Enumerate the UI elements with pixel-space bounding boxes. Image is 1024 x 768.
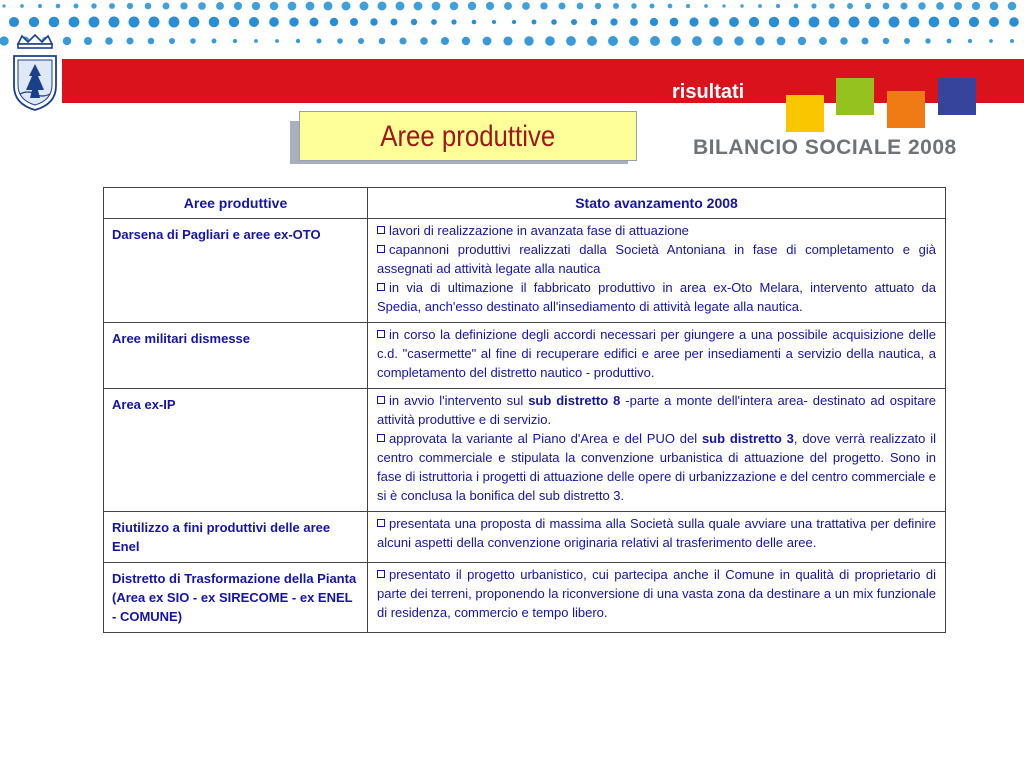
decorative-dot: [275, 39, 279, 43]
decorative-dot: [84, 37, 92, 45]
decorative-dot: [704, 4, 708, 8]
checkbox-bullet-icon: [377, 245, 385, 253]
decorative-dot: [889, 17, 900, 28]
decorative-dot: [73, 3, 78, 8]
table-row: [104, 563, 946, 633]
decorative-dot: [918, 2, 925, 9]
green-square: [836, 78, 874, 115]
decorative-dot: [38, 4, 42, 8]
decorative-dot: [9, 17, 19, 27]
decorative-dot: [692, 36, 702, 46]
decorative-dot: [798, 37, 806, 45]
decorative-dot: [591, 19, 598, 26]
decorative-dot: [909, 17, 920, 28]
decorative-dot: [2, 4, 5, 7]
decorative-dot: [399, 37, 406, 44]
yellow-square: [786, 95, 824, 132]
decorative-dot: [504, 2, 512, 10]
decorative-dot: [379, 38, 386, 45]
decorative-dot: [524, 36, 533, 45]
decorative-dot: [925, 38, 930, 43]
decorative-dot: [936, 2, 944, 10]
bullet-item: presentata una proposta di massima alla Società sulla quale avviare una trattativa per definire alcuni aspetti della convenzione originaria relativi al trasferimento delle aree.: [377, 516, 936, 550]
decorative-dot: [777, 37, 786, 46]
decorative-dot: [990, 2, 998, 10]
report-title: BILANCIO SOCIALE 2008: [693, 136, 957, 159]
decorative-dot: [306, 2, 315, 11]
decorative-dot: [587, 36, 597, 46]
decorative-dot: [289, 17, 298, 26]
decorative-dot: [370, 18, 378, 26]
decorative-dot: [180, 2, 187, 9]
decorative-dot: [595, 3, 601, 9]
decorative-dot: [849, 17, 860, 28]
decorative-dot: [989, 39, 993, 43]
decorative-dot: [883, 38, 889, 44]
decorative-dot: [269, 17, 279, 27]
table-header-row: [104, 188, 946, 219]
decorative-dot: [840, 37, 847, 44]
decorative-dot: [883, 3, 890, 10]
area-name: Darsena di Pagliari e aree ex-OTO: [104, 219, 368, 323]
bullet-item: lavori di realizzazione in avanzata fase di attuazione: [377, 221, 936, 240]
decorative-dot: [819, 37, 827, 45]
table-row: [104, 512, 946, 563]
decorative-dot: [441, 37, 449, 45]
decorative-dot: [169, 38, 175, 44]
checkbox-bullet-icon: [377, 519, 385, 527]
decorative-dot: [512, 20, 516, 24]
decorative-dot: [296, 39, 300, 43]
slide-title-box: [299, 111, 637, 161]
decorative-dot: [1008, 2, 1017, 11]
decorative-dot: [613, 3, 619, 9]
decorative-dot: [577, 3, 584, 10]
header-band: [62, 59, 1024, 103]
decorative-dot: [847, 3, 853, 9]
bullet-item: in via di ultimazione il fabbricato produttivo in area ex-Oto Melara, intervento attuato da Spedia, anch'esso destinato all'insediamento di attività legate alla nautica.: [377, 280, 936, 314]
decorative-dot: [420, 37, 428, 45]
table-row: [104, 323, 946, 389]
decorative-dot: [270, 2, 279, 11]
bullet-item: presentato il progetto urbanistico, cui partecipa anche il Comune in qualità di proprietario di parte dei terreni, proponendo la riconversione di una vasta zona da destinare a un mix funzionale di residenza, commercio e tempo libero.: [377, 567, 936, 620]
decorative-dot: [149, 17, 160, 28]
decorative-dot: [689, 17, 698, 26]
decorative-dot: [686, 4, 690, 8]
decorative-dot: [503, 36, 512, 45]
checkbox-bullet-icon: [377, 226, 385, 234]
decorative-dot: [468, 2, 476, 10]
checkbox-bullet-icon: [377, 330, 385, 338]
decorative-dot: [492, 20, 496, 24]
decorative-dot: [483, 37, 492, 46]
status-cell: [368, 323, 946, 389]
decorative-dot: [650, 18, 658, 26]
decorative-dot: [252, 2, 260, 10]
decorative-dot: [169, 17, 180, 28]
decorative-dot: [789, 17, 800, 28]
aree-produttive-table: [103, 187, 946, 633]
decorative-dot: [947, 39, 952, 44]
decorative-dot: [126, 37, 133, 44]
decorative-dot: [127, 3, 133, 9]
decorative-dot: [189, 17, 200, 28]
status-cell: [368, 389, 946, 512]
decorative-dot: [532, 20, 537, 25]
decorative-dot: [431, 19, 437, 25]
area-name: Riutilizzo a fini produttivi delle aree Enel: [104, 512, 368, 563]
checkbox-bullet-icon: [377, 570, 385, 578]
area-name: Distretto di Trasformazione della Pianta: [112, 571, 357, 586]
decorative-dot: [713, 36, 723, 46]
decorative-dot: [571, 19, 577, 25]
decorative-dot: [869, 17, 880, 28]
decorative-dot: [630, 18, 638, 26]
bullet-item: in corso la definizione degli accordi necessari per giungere a una possibile acquisizione delle c.d. "casermette" al fine di recuperare edifici e aree per insediamenti a servizio della nautica, a completamento del distretto nautico - produttivo.: [377, 327, 936, 380]
decorative-dot: [1009, 17, 1019, 27]
decorative-dot: [233, 39, 237, 43]
decorative-dot: [670, 18, 679, 27]
decorative-dot: [432, 2, 441, 11]
decorative-dot: [249, 17, 259, 27]
decorative-dot: [254, 39, 258, 43]
decorative-dot: [89, 17, 100, 28]
decorative-dot: [378, 2, 387, 11]
decorative-dot: [671, 36, 681, 46]
table-row: [104, 389, 946, 512]
decorative-dot: [49, 17, 60, 28]
decorative-dot: [105, 37, 113, 45]
decorative-dot: [722, 4, 725, 7]
city-crest-icon: [8, 34, 62, 112]
decorative-dot: [610, 18, 617, 25]
decorative-dot: [56, 4, 61, 9]
decorative-dot: [794, 4, 799, 9]
decorative-dot: [391, 19, 398, 26]
decorative-dot: [411, 19, 417, 25]
decorative-dot: [317, 39, 322, 44]
checkbox-bullet-icon: [377, 434, 385, 442]
decorative-dot: [649, 3, 654, 8]
decorative-dot: [740, 4, 743, 7]
decorative-dot: [324, 2, 333, 11]
decorative-dot: [360, 2, 369, 11]
blue-square: [938, 78, 976, 115]
decorative-dot: [234, 2, 242, 10]
decorative-dot: [396, 2, 405, 11]
decorative-dot: [631, 3, 637, 9]
status-cell: [368, 563, 946, 633]
decorative-dot: [451, 19, 456, 24]
decorative-dot: [608, 36, 618, 46]
decorative-dot: [69, 17, 80, 28]
decorative-dot: [129, 17, 140, 28]
checkbox-bullet-icon: [377, 396, 385, 404]
decorative-dot: [486, 2, 494, 10]
decorative-dot: [163, 3, 170, 10]
decorative-dot: [198, 2, 206, 10]
decorative-dot: [811, 3, 816, 8]
header-status: Stato avanzamento 2008: [368, 188, 946, 219]
decorative-dot: [350, 18, 358, 26]
decorative-dot: [288, 2, 297, 11]
decorative-dot: [729, 17, 739, 27]
decorative-dot: [551, 19, 557, 25]
decorative-dot: [540, 2, 547, 9]
decorative-dot: [522, 2, 530, 10]
decorative-dot: [148, 38, 155, 45]
decorative-dot: [209, 17, 220, 28]
area-name: Aree militari dismesse: [104, 323, 368, 389]
status-cell: [368, 512, 946, 563]
bullet-item: approvata la variante al Piano d'Area e del PUO del sub distretto 3, dove verrà realizzato il centro commerciale e stipulata la convenzione urbanistica di attuazione del progetto. Sono in fase di istruttoria i progetti di attuazione delle opere di urbanizzazione e del centro commerciale e si è conclusa la bonifica del sub distretto 3.: [377, 431, 936, 503]
table-row: [104, 219, 946, 323]
decorative-dot: [904, 38, 910, 44]
area-name: Area ex-IP: [104, 389, 368, 512]
decorative-dot: [862, 38, 869, 45]
decorative-dot: [900, 2, 907, 9]
area-cell: [104, 563, 368, 633]
decorative-dot: [229, 17, 239, 27]
decorative-dot: [668, 4, 673, 9]
decorative-dot: [749, 17, 759, 27]
decorative-dot: [972, 2, 980, 10]
decorative-dot: [545, 36, 555, 46]
decorative-dot: [969, 17, 979, 27]
decorative-dot: [755, 36, 764, 45]
status-cell: [368, 219, 946, 323]
decorative-dot: [629, 36, 639, 46]
checkbox-bullet-icon: [377, 283, 385, 291]
decorative-dot: [968, 39, 972, 43]
decorative-dot: [109, 3, 115, 9]
decorative-dot: [1010, 39, 1014, 43]
decorative-dot: [462, 37, 470, 45]
decorative-dot: [472, 20, 477, 25]
decorative-dot: [190, 38, 196, 44]
decorative-dot: [558, 2, 565, 9]
decorative-dot: [414, 2, 423, 11]
decorative-dot: [310, 18, 319, 27]
decorative-dot: [20, 4, 24, 8]
decorative-dot: [709, 17, 719, 27]
bullet-item: in avvio l'intervento sul sub distretto 8 -parte a monte dell'intera area- destinato ad ospitare attività produttive e di servizio.: [377, 393, 936, 427]
decorative-dot: [566, 36, 576, 46]
decorative-dot: [212, 39, 217, 44]
decorative-dot: [450, 2, 459, 11]
decorative-dot: [954, 2, 962, 10]
decorative-dot: [989, 17, 999, 27]
decorative-dot: [809, 17, 820, 28]
decorative-dots-band: [0, 0, 1024, 60]
decorative-dot: [63, 37, 71, 45]
decorative-dot: [929, 17, 940, 28]
decorative-dot: [949, 17, 959, 27]
decorative-dot: [330, 18, 339, 27]
decorative-dot: [650, 36, 660, 46]
section-label: risultati: [672, 81, 745, 103]
decorative-dot: [145, 3, 152, 10]
area-subtitle: (Area ex SIO - ex SIRECOME - ex ENEL - COMUNE): [112, 590, 353, 624]
header-area: Aree produttive: [104, 188, 368, 219]
slide-title: Aree produttive: [380, 120, 556, 153]
decorative-dot: [91, 3, 96, 8]
decorative-dot: [337, 38, 343, 44]
decorative-dot: [758, 4, 762, 8]
decorative-dot: [29, 17, 39, 27]
orange-square: [887, 91, 925, 128]
bullet-item: capannoni produttivi realizzati dalla Società Antoniana in fase di completamento e già assegnati ad attività legate alla nautica: [377, 242, 936, 276]
decorative-dot: [865, 3, 871, 9]
decorative-dot: [769, 17, 779, 27]
decorative-dot: [109, 17, 120, 28]
decorative-dot: [358, 38, 364, 44]
decorative-dot: [829, 17, 840, 28]
decorative-dot: [829, 3, 835, 9]
decorative-dot: [216, 2, 224, 10]
decorative-dot: [776, 4, 780, 8]
decorative-dot: [734, 36, 743, 45]
decorative-dot: [342, 2, 351, 11]
